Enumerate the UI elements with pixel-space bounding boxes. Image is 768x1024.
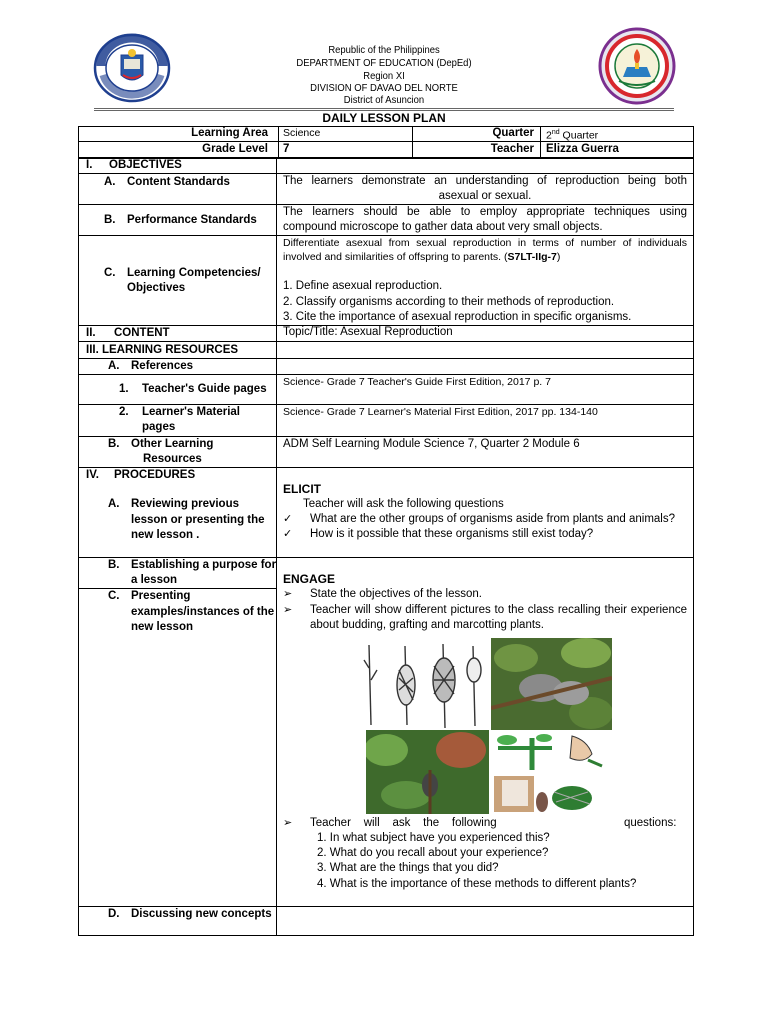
other-resources-text: ADM Self Learning Module Science 7, Quarter 2 Module 6 [283,438,580,450]
content-standards-text-1: The learners demonstrate an understanding of reproduction being both [283,175,687,187]
learners-material-label-1: Learner's Material [142,406,240,418]
content-standards-num: A. [104,176,116,188]
objective-1: 1. Define asexual reproduction. [283,280,443,292]
budding-drawing-image [357,640,485,730]
reviewing-label-2: lesson or presenting the [131,514,265,526]
purpose-num: B. [108,559,120,571]
elicit-title: ELICIT [283,482,321,496]
discussing-label: Discussing new concepts [131,908,272,920]
competency-text-2: involved and similarities of offspring to parents. (S7LT-IIg-7) [283,251,561,263]
arrow-bullet-icon: ➢ [283,817,293,829]
other-resources-label-1: Other Learning [131,438,214,450]
quarter-label: Quarter [492,127,534,139]
procedures-num: IV. [86,469,100,481]
presenting-label-2: examples/instances of the [131,606,275,618]
presenting-label-3: new lesson [131,621,193,633]
reviewing-label-1: Reviewing previous [131,498,240,510]
objective-2: 2. Classify organisms according to their methods of reproduction. [283,296,615,308]
engage-question-4: 4. What is the importance of these methods to different plants? [317,878,637,890]
reviewing-label-3: new lesson . [131,529,200,541]
header-district: District of Asuncion [343,94,425,106]
grafting-diagram-image [492,730,614,814]
content-label: CONTENT [114,327,170,339]
content-standards-text-2: asexual or sexual. [438,190,532,202]
objectives-num: I. [86,159,93,171]
header-deped: DEPARTMENT OF EDUCATION (DepEd) [296,57,472,69]
quarter-value: 2nd Quarter [546,129,599,142]
column-divider [276,158,277,936]
learners-material-text: Science- Grade 7 Learner's Material First Edition, 2017 pp. 134-140 [283,406,598,418]
procedures-heading: PROCEDURES [114,469,196,481]
other-resources-num: B. [108,438,120,450]
discussing-num: D. [108,908,120,920]
grade-level-value: 7 [283,143,290,155]
teacher-label: Teacher [490,143,534,155]
presenting-num: C. [108,590,120,602]
arrow-bullet-icon: ➢ [283,604,293,616]
purpose-label-2: a lesson [131,574,178,586]
references-label: References [131,360,194,372]
check-icon: ✓ [283,513,293,525]
engage-question-3: 3. What are the things that you did? [317,862,499,874]
engage-item-1: State the objectives of the lesson. [310,588,482,600]
engage-question-1: 1. In what subject have you experienced this? [317,832,550,844]
competency-code: S7LT-IIg-7 [507,251,557,263]
elicit-question-1: What are the other groups of organisms aside from plants and animals? [310,513,675,525]
engage-item-3a: Teacher will ask the following [310,817,497,829]
header-republic: Republic of the Philippines [328,44,440,56]
teachers-guide-num: 1. [119,383,129,395]
arrow-bullet-icon: ➢ [283,588,293,600]
marcotting-photo [491,638,612,730]
page-title: DAILY LESSON PLAN [322,111,446,125]
teachers-guide-text: Science- Grade 7 Teacher's Guide First Edition, 2017 p. 7 [283,376,551,388]
check-icon: ✓ [283,528,293,540]
header-division: DIVISION OF DAVAO DEL NORTE [310,82,458,94]
content-num: II. [86,327,96,339]
purpose-label-1: Establishing a purpose for [131,559,277,571]
engage-title: ENGAGE [283,572,336,586]
learning-competencies-label-2: Objectives [127,282,186,294]
learning-resources-heading: III. LEARNING RESOURCES [86,344,239,356]
competency-text-1: Differentiate asexual from sexual reproduction in terms of number of individuals [283,237,687,249]
grafting-photo [366,730,489,814]
references-num: A. [108,360,120,372]
engage-question-2: 2. What do you recall about your experience? [317,847,549,859]
learning-area-value: Science [283,127,321,139]
objective-3: 3. Cite the importance of asexual reproduction in specific organisms. [283,311,632,323]
performance-standards-label: Performance Standards [127,214,257,226]
other-resources-label-2: Resources [143,453,202,465]
learners-material-num: 2. [119,406,129,418]
engage-item-3b: questions: [624,817,677,829]
teachers-guide-label: Teacher's Guide pages [142,383,267,395]
objectives-heading: OBJECTIVES [109,159,182,171]
performance-standards-text-2: compound microscope to gather data about very small objects. [283,221,603,233]
performance-standards-text-1: The learners should be able to employ appropriate techniques using [283,206,687,218]
teacher-value: Elizza Guerra [546,143,619,155]
learning-competencies-num: C. [104,267,116,279]
elicit-question-2: How is it possible that these organisms still exist today? [310,528,594,540]
learning-competencies-label-1: Learning Competencies/ [127,267,261,279]
presenting-label-1: Presenting [131,590,191,602]
content-topic: Topic/Title: Asexual Reproduction [283,326,453,338]
engage-item-2b: about budding, grafting and marcotting plants. [310,619,544,631]
engage-item-2a: Teacher will show different pictures to the class recalling their experience [310,604,687,616]
performance-standards-num: B. [104,214,116,226]
learners-material-label-2: pages [142,421,176,433]
grade-level-label: Grade Level [202,143,268,155]
reviewing-num: A. [108,498,120,510]
learning-area-label: Learning Area [191,127,268,139]
header-rule [94,108,674,109]
elicit-intro: Teacher will ask the following questions [303,498,504,510]
header-region: Region XI [363,70,405,82]
content-standards-label: Content Standards [127,176,230,188]
